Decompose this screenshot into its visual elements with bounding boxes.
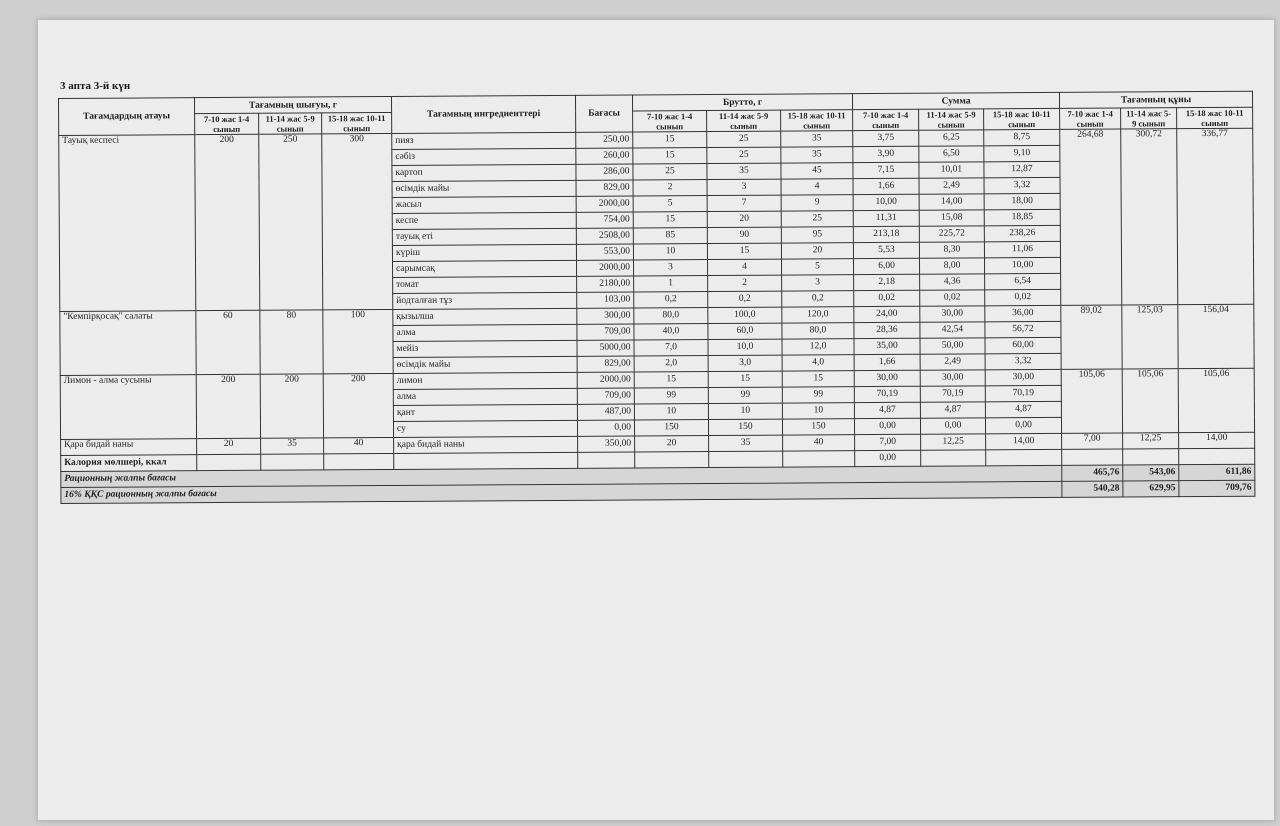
yield-cell: 40: [324, 437, 394, 453]
cost-cell: 7,00: [1062, 433, 1123, 449]
sum-cell: 3,90: [853, 146, 919, 162]
brutto-cell: 25: [707, 131, 781, 147]
brutto-cell: 45: [781, 163, 853, 179]
sum-cell: 6,25: [919, 130, 984, 146]
ingredient-cell: өсімдік майы: [392, 180, 576, 197]
sum-cell: 11,31: [853, 210, 919, 226]
sum-cell: 6,50: [919, 146, 984, 162]
brutto-cell: 35: [707, 163, 781, 179]
brutto-cell: 80,0: [782, 323, 854, 339]
brutto-cell: 35: [709, 435, 783, 451]
brutto-cell: 150: [782, 419, 854, 435]
brutto-cell: 40: [783, 435, 855, 451]
brutto-cell: 90: [707, 227, 781, 243]
price-cell: 250,00: [576, 132, 633, 148]
sum-cell: 36,00: [985, 305, 1061, 321]
sum-cell: 42,54: [920, 322, 985, 338]
ingredient-cell: күріш: [392, 244, 576, 261]
price-header: Бағасы: [575, 95, 632, 132]
brutto-cell: 15: [634, 372, 708, 388]
brutto-cell: 20: [781, 243, 853, 259]
sum-cell: 70,19: [985, 385, 1061, 401]
sum-cell: 6,54: [985, 273, 1061, 289]
total-value: 543,06: [1123, 465, 1179, 481]
cost-cell: 89,02: [1061, 305, 1122, 369]
brutto-cell: 150: [634, 420, 708, 436]
ingredient-cell: өсімдік майы: [393, 356, 577, 373]
age-header: 11-14 жас 5-9 сынып: [1121, 108, 1177, 129]
sum-cell: 50,00: [920, 338, 985, 354]
sum-cell: 30,00: [920, 370, 985, 386]
ingredient-cell: пияз: [392, 132, 576, 149]
brutto-cell: 7: [707, 195, 781, 211]
ingredient-cell: қант: [393, 404, 577, 421]
sum-cell: 7,15: [853, 162, 919, 178]
dish-name-cell: Лимон - алма сусыны: [60, 375, 196, 440]
vat-total-value: 709,76: [1179, 480, 1255, 496]
price-cell: 709,00: [577, 324, 634, 340]
sum-cell: 10,00: [984, 257, 1060, 273]
sum-cell: 7,00: [855, 434, 921, 450]
brutto-cell: 120,0: [782, 307, 854, 323]
dish-name-cell: Тауық кеспесі: [59, 135, 196, 312]
brutto-cell: 100,0: [708, 307, 782, 323]
price-cell: 829,00: [577, 356, 634, 372]
price-cell: 2508,00: [576, 228, 633, 244]
sum-cell: 11,06: [984, 241, 1060, 257]
price-cell: 103,00: [577, 292, 634, 308]
price-cell: 0,00: [577, 420, 634, 436]
sum-cell: 8,75: [984, 129, 1060, 145]
ingredient-cell: лимон: [393, 372, 577, 389]
cost-cell: 105,06: [1178, 368, 1254, 432]
sum-cell: 0,02: [854, 290, 920, 306]
brutto-cell: 40,0: [634, 324, 708, 340]
sum-cell: 238,26: [984, 225, 1060, 241]
calorie-value: 0,00: [855, 450, 921, 466]
sum-cell: 12,87: [984, 161, 1060, 177]
sum-cell: 10,00: [853, 194, 919, 210]
cost-cell: 105,06: [1122, 369, 1178, 433]
vat-total-value: 629,95: [1123, 481, 1179, 497]
brutto-cell: 4,0: [782, 355, 854, 371]
sum-cell: 2,49: [920, 354, 985, 370]
price-cell: 260,00: [576, 148, 633, 164]
brutto-cell: 10: [708, 403, 782, 419]
age-header: 11-14 жас 5-9 сынып: [259, 113, 322, 134]
sum-cell: 14,00: [919, 194, 984, 210]
yield-cell: 200: [260, 374, 323, 438]
sum-cell: 0,00: [854, 418, 920, 434]
yield-cell: 300: [322, 133, 393, 309]
ingredient-cell: қара бидай наны: [394, 436, 578, 453]
brutto-cell: 99: [782, 387, 854, 403]
price-cell: 487,00: [577, 404, 634, 420]
ingredient-cell: сарымсақ: [393, 260, 577, 277]
brutto-cell: 15: [633, 132, 707, 148]
brutto-cell: 7,0: [634, 340, 708, 356]
brutto-cell: 2: [633, 180, 707, 196]
sum-cell: 30,00: [985, 369, 1061, 385]
brutto-cell: 0,2: [634, 292, 708, 308]
yield-cell: 200: [195, 134, 260, 310]
brutto-header: Брутто, г: [632, 94, 852, 111]
price-cell: 2000,00: [577, 260, 634, 276]
brutto-cell: 20: [707, 211, 781, 227]
brutto-cell: 10: [633, 244, 707, 260]
ingredient-cell: қызылша: [393, 308, 577, 325]
brutto-cell: 99: [634, 388, 708, 404]
cost-cell: 14,00: [1179, 432, 1255, 448]
brutto-cell: 10: [782, 403, 854, 419]
dish-name-header: Тағамдардың атауы: [59, 98, 195, 136]
page-title: 3 апта 3-й күн: [60, 80, 131, 92]
price-cell: 2000,00: [577, 372, 634, 388]
sum-cell: 8,30: [919, 242, 984, 258]
sum-cell: 4,87: [985, 401, 1061, 417]
ingredient-cell: сәбіз: [392, 148, 576, 165]
sum-cell: 70,19: [854, 386, 920, 402]
age-header: 15-18 жас 10-11 сынып: [781, 110, 853, 131]
sum-cell: 6,00: [853, 258, 919, 274]
menu-table: [58, 91, 1255, 504]
price-cell: 709,00: [577, 388, 634, 404]
sum-cell: 3,75: [853, 130, 919, 146]
cost-cell: 264,68: [1060, 129, 1122, 305]
yield-cell: 100: [323, 309, 393, 373]
age-header: 15-18 жас 10-11 сынып: [1177, 107, 1253, 128]
brutto-cell: 12,0: [782, 339, 854, 355]
sum-cell: 0,00: [920, 418, 985, 434]
sum-cell: 0,02: [985, 289, 1061, 305]
age-header: 7-10 жас 1-4 сынып: [853, 109, 919, 130]
price-cell: 2000,00: [576, 196, 633, 212]
brutto-cell: 0,2: [708, 291, 782, 307]
brutto-cell: 4: [781, 179, 853, 195]
vat-total-value: 540,28: [1062, 481, 1123, 497]
sum-cell: 30,00: [854, 370, 920, 386]
sum-header: Сумма: [852, 92, 1059, 109]
cost-cell: 125,03: [1122, 305, 1178, 369]
brutto-cell: 95: [781, 227, 853, 243]
brutto-cell: 5: [633, 196, 707, 212]
brutto-cell: 5: [781, 259, 853, 275]
sum-cell: 3,32: [985, 353, 1061, 369]
brutto-cell: 10: [634, 404, 708, 420]
price-cell: 829,00: [576, 180, 633, 196]
sum-cell: 18,85: [984, 209, 1060, 225]
brutto-cell: 2,0: [634, 356, 708, 372]
price-cell: 754,00: [576, 212, 633, 228]
brutto-cell: 35: [781, 131, 853, 147]
price-cell: 300,00: [577, 308, 634, 324]
sum-cell: 5,53: [853, 242, 919, 258]
brutto-cell: 60,0: [708, 323, 782, 339]
age-header: 7-10 жас 1-4 сынып: [633, 111, 707, 132]
ingredient-cell: картоп: [392, 164, 576, 181]
total-value: 465,76: [1062, 465, 1123, 481]
yield-cell: 20: [197, 438, 261, 454]
yield-header: Тағамның шығуы, г: [195, 96, 392, 113]
sum-cell: 15,08: [919, 210, 984, 226]
yield-cell: 250: [259, 134, 323, 310]
brutto-cell: 0,2: [782, 291, 854, 307]
price-cell: 350,00: [578, 436, 635, 452]
sum-cell: 1,66: [854, 354, 920, 370]
price-cell: 553,00: [576, 244, 633, 260]
sum-cell: 10,01: [919, 162, 984, 178]
yield-cell: 60: [196, 310, 260, 374]
sum-cell: 56,72: [985, 321, 1061, 337]
vat-total-label: 16% ҚҚС рационның жалпы бағасы: [61, 481, 1062, 503]
sum-cell: 225,72: [919, 226, 984, 242]
ingredient-cell: кеспе: [392, 212, 576, 229]
yield-cell: 80: [260, 310, 323, 374]
sum-cell: 213,18: [853, 226, 919, 242]
yield-cell: 35: [261, 438, 324, 454]
sum-cell: 70,19: [920, 386, 985, 402]
price-cell: 5000,00: [577, 340, 634, 356]
brutto-cell: 85: [633, 228, 707, 244]
age-header: 11-14 жас 5-9 сынып: [707, 110, 781, 131]
cost-cell: 156,04: [1178, 304, 1254, 368]
total-value: 611,86: [1179, 464, 1255, 480]
brutto-cell: 25: [633, 164, 707, 180]
brutto-cell: 25: [781, 211, 853, 227]
brutto-cell: 15: [782, 371, 854, 387]
cost-cell: 12,25: [1123, 433, 1179, 449]
table-footer: [61, 448, 1255, 503]
brutto-cell: 3: [782, 275, 854, 291]
ingredient-cell: томат: [393, 276, 577, 293]
sum-cell: 24,00: [854, 306, 920, 322]
brutto-cell: 150: [708, 419, 782, 435]
ingredient-cell: жасыл: [392, 196, 576, 213]
cost-cell: 300,72: [1121, 129, 1178, 305]
sum-cell: 2,49: [919, 178, 984, 194]
brutto-cell: 15: [633, 148, 707, 164]
ingredient-cell: мейіз: [393, 340, 577, 357]
sum-cell: 18,00: [984, 193, 1060, 209]
brutto-cell: 3: [707, 179, 781, 195]
brutto-cell: 3: [634, 260, 708, 276]
brutto-cell: 10,0: [708, 339, 782, 355]
brutto-cell: 3,0: [708, 355, 782, 371]
sum-cell: 4,87: [854, 402, 920, 418]
sum-cell: 12,25: [921, 434, 986, 450]
price-cell: 2180,00: [577, 276, 634, 292]
sum-cell: 35,00: [854, 338, 920, 354]
brutto-cell: 4: [707, 259, 781, 275]
ingredient-cell: алма: [393, 388, 577, 405]
ingredients-header: Тағамның ингредиенттері: [391, 95, 575, 133]
brutto-cell: 9: [781, 195, 853, 211]
sum-cell: 30,00: [920, 306, 985, 322]
brutto-cell: 15: [708, 371, 782, 387]
age-header: 15-18 жас 10-11 сынып: [322, 112, 392, 133]
sum-cell: 28,36: [854, 322, 920, 338]
dish-name-cell: "Кемпірқосақ" салаты: [60, 311, 196, 376]
yield-cell: 200: [323, 373, 393, 437]
sum-cell: 0,00: [985, 417, 1061, 433]
sum-cell: 2,18: [854, 274, 920, 290]
total-label: Рационның жалпы бағасы: [61, 465, 1062, 487]
yield-cell: 200: [196, 374, 260, 438]
brutto-cell: 99: [708, 387, 782, 403]
sum-cell: 4,87: [920, 402, 985, 418]
brutto-cell: 15: [633, 212, 707, 228]
sum-cell: 4,36: [920, 274, 985, 290]
sum-cell: 8,00: [919, 258, 984, 274]
cost-cell: 105,06: [1061, 369, 1122, 433]
brutto-cell: 20: [635, 436, 709, 452]
age-header: 11-14 жас 5-9 сынып: [919, 109, 984, 130]
sum-cell: 9,10: [984, 145, 1060, 161]
brutto-cell: 15: [707, 243, 781, 259]
age-header: 15-18 жас 10-11 сынып: [984, 108, 1060, 129]
ingredient-cell: йодталған тұз: [393, 292, 577, 309]
brutto-cell: 80,0: [634, 308, 708, 324]
table-body: [59, 128, 1255, 455]
calorie-label: Калория мөлшері, ккал: [61, 455, 197, 472]
brutto-cell: 25: [707, 147, 781, 163]
dish-name-cell: Қара бидай наны: [61, 439, 197, 456]
sum-cell: 14,00: [986, 433, 1062, 449]
sum-cell: 0,02: [920, 290, 985, 306]
cost-header: Тағамның құны: [1060, 91, 1253, 108]
ingredient-cell: тауық еті: [392, 228, 576, 245]
brutto-cell: 35: [781, 147, 853, 163]
cost-cell: 336,77: [1177, 128, 1254, 304]
price-cell: 286,00: [576, 164, 633, 180]
ingredient-cell: алма: [393, 324, 577, 341]
brutto-cell: 2: [708, 275, 782, 291]
age-header: 7-10 жас 1-4 сынып: [195, 113, 259, 134]
sum-cell: 3,32: [984, 177, 1060, 193]
brutto-cell: 1: [634, 276, 708, 292]
ingredient-cell: су: [393, 420, 577, 437]
sum-cell: 1,66: [853, 178, 919, 194]
sum-cell: 60,00: [985, 337, 1061, 353]
age-header: 7-10 жас 1-4 сынып: [1060, 108, 1121, 129]
